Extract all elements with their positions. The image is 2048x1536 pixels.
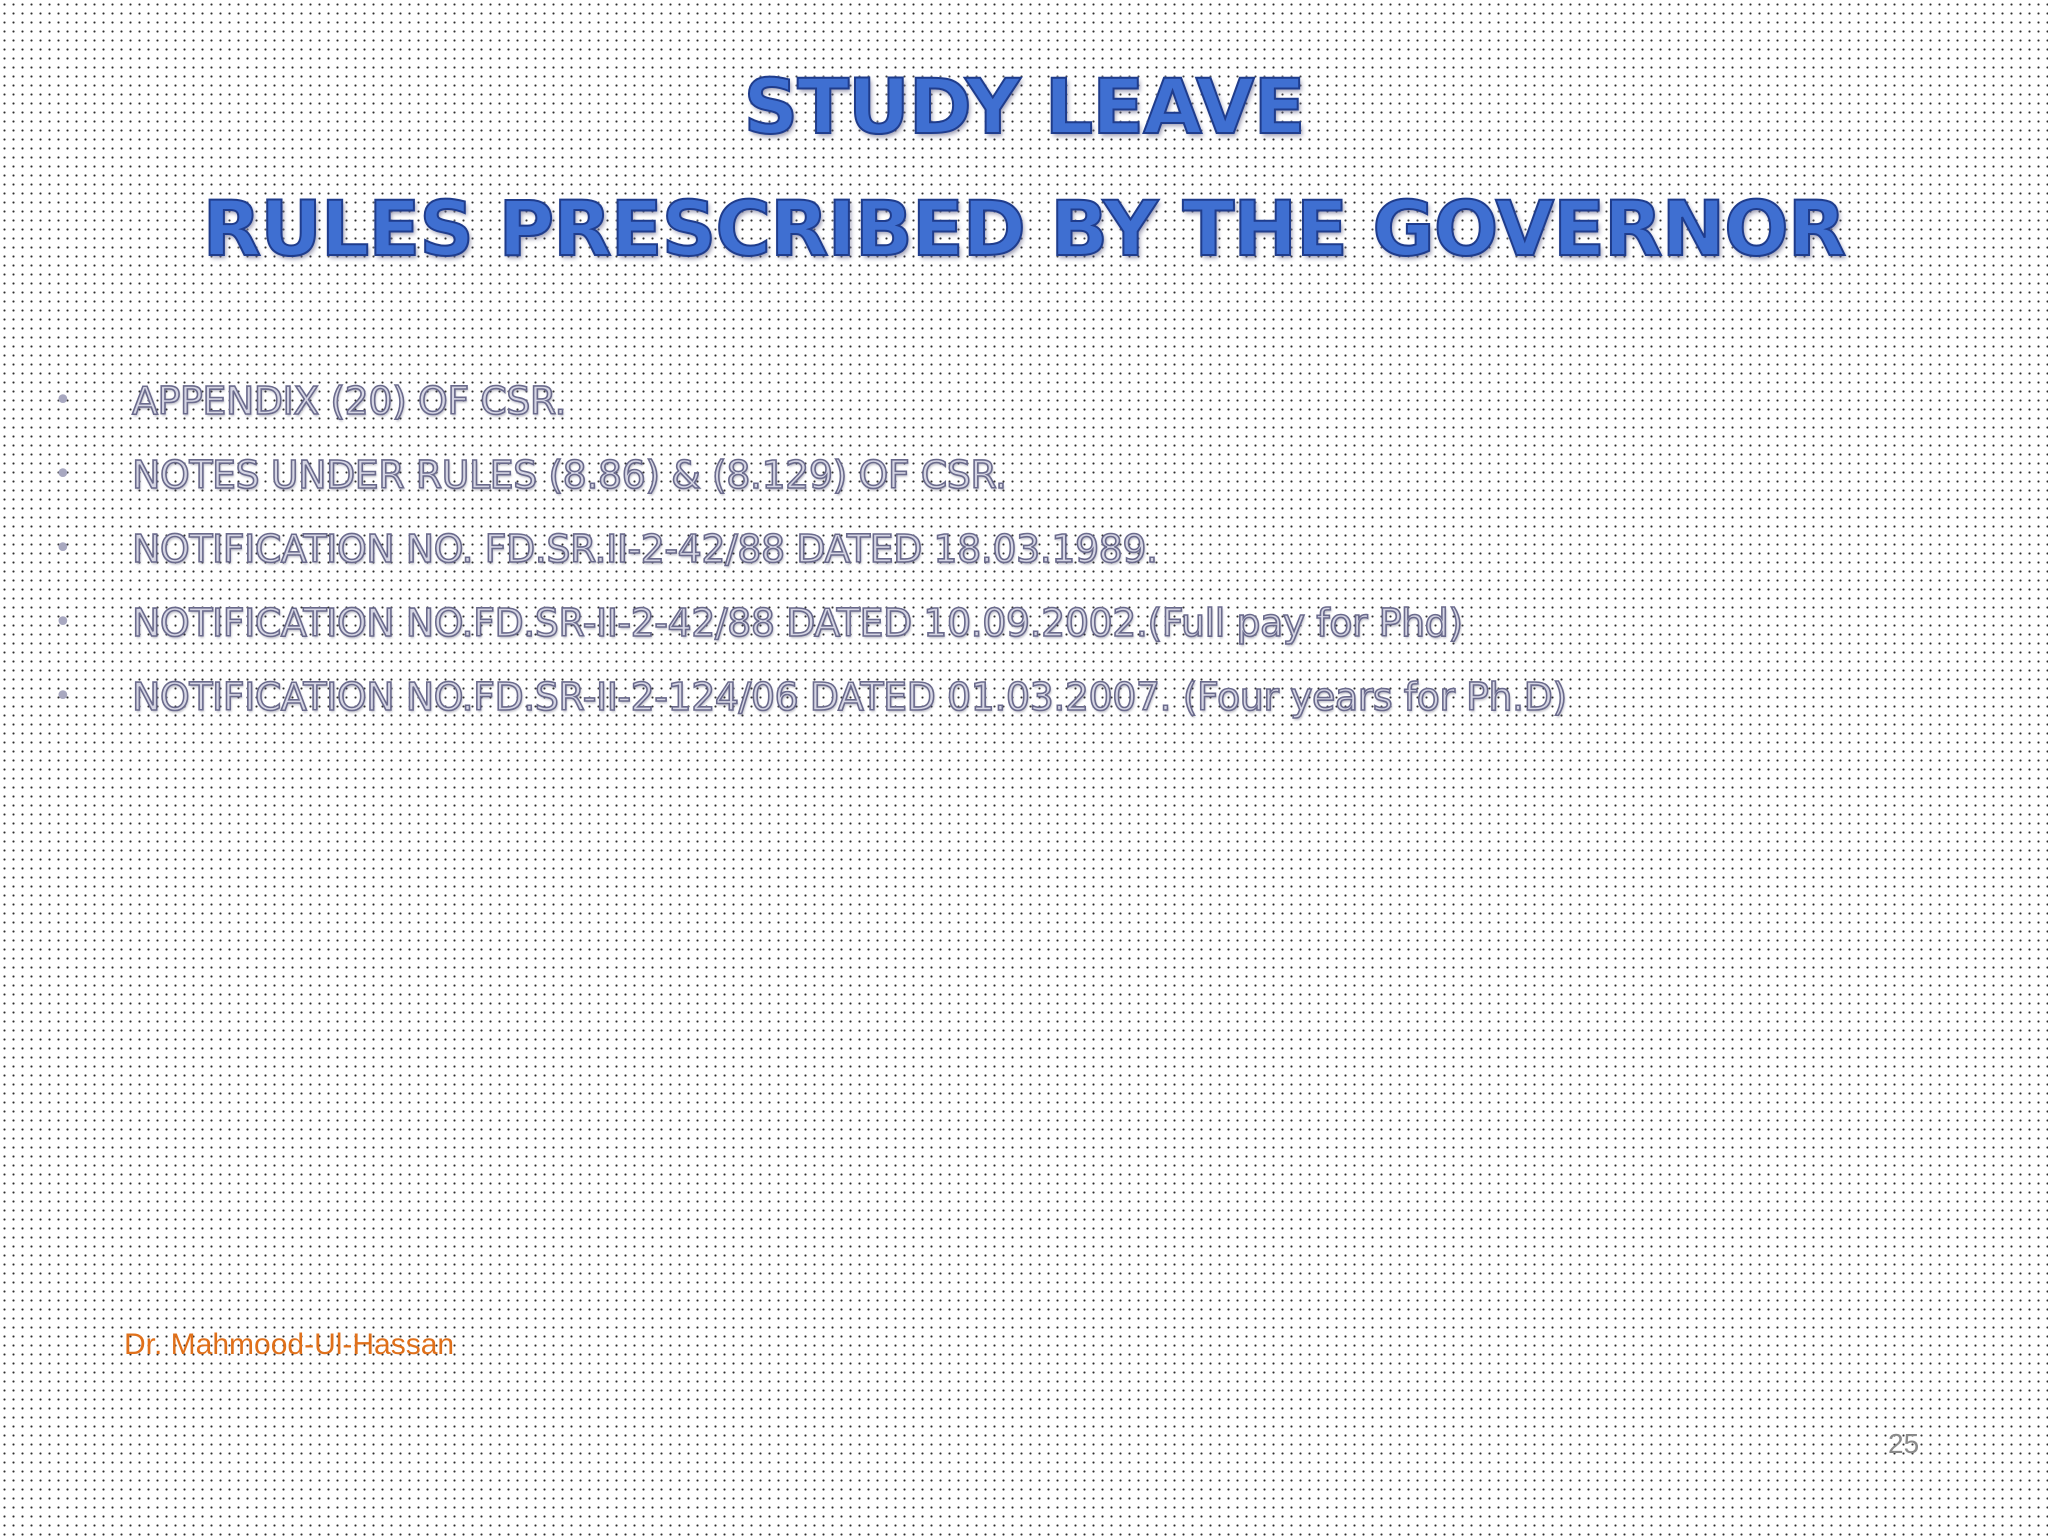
bullet-icon: • [54,679,72,714]
bullet-icon: • [54,605,72,640]
list-item-text: NOTIFICATION NO. FD.SR.II-2-42/88 DATED 18.03.1989. [132,527,1158,571]
slide-subtitle: RULES PRESCRIBED BY THE GOVERNOR [202,184,1846,273]
list-item-text: APPENDIX (20) OF CSR. [132,379,567,423]
page-number: 25 [1888,1428,1920,1459]
list-item-text: NOTIFICATION NO.FD.SR-II-2-42/88 DATED 10.09.2002.(Full pay for Phd) [132,601,1463,645]
list-item-text: NOTIFICATION NO.FD.SR-II-2-124/06 DATED 01.03.2007. (Four years for Ph.D) [132,675,1567,719]
bullet-icon: • [54,531,72,566]
slide-title: STUDY LEAVE [743,62,1305,151]
list-item-text: NOTES UNDER RULES (8.86) & (8.129) OF CSR. [132,453,1007,497]
bullet-icon: • [54,383,72,418]
bullet-icon: • [54,457,72,492]
author-footer: Dr. Mahmood-Ul-Hassan [124,1328,455,1361]
